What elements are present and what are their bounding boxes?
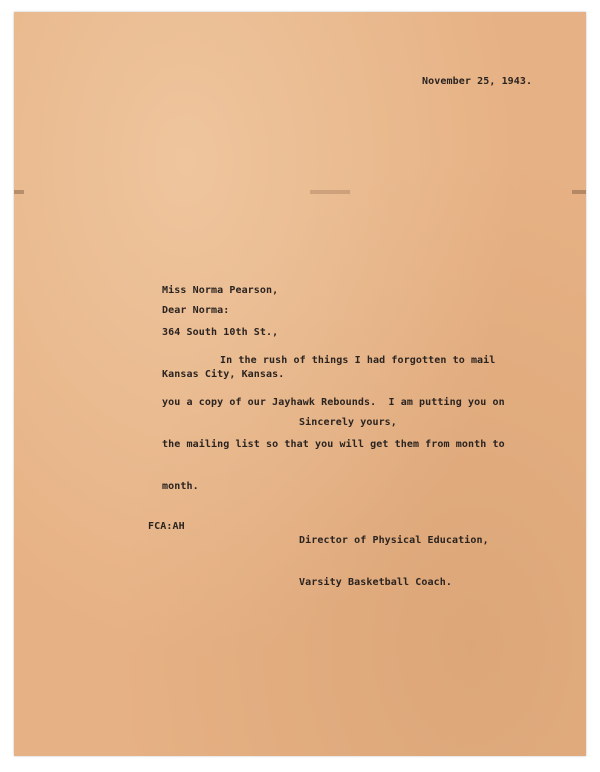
recipient-line: Kansas City, Kansas. <box>162 369 285 380</box>
recipient-line: 364 South 10th St., <box>162 327 279 338</box>
left-edge-mark <box>14 190 24 194</box>
center-fold-mark <box>310 190 350 194</box>
recipient-line: Miss Norma Pearson, <box>162 285 279 296</box>
signature-block <box>299 506 489 618</box>
closing: Sincerely yours, <box>299 417 397 428</box>
signature-line: Varsity Basketball Coach. <box>299 577 453 588</box>
letter-date: November 25, 1943. <box>422 76 533 87</box>
right-edge-mark <box>572 190 586 194</box>
reference-initials: FCA:AH <box>148 521 185 532</box>
signature-line: Director of Physical Education, <box>299 535 489 546</box>
salutation: Dear Norma: <box>162 305 230 316</box>
letter-page <box>14 12 586 756</box>
body-line: month. <box>162 481 199 492</box>
body-line: In the rush of things I had forgotten to mail <box>220 355 496 366</box>
body-line: the mailing list so that you will get them from month to <box>162 439 505 450</box>
body-line: you a copy of our Jayhawk Rebounds. I am putting you on <box>162 397 505 408</box>
